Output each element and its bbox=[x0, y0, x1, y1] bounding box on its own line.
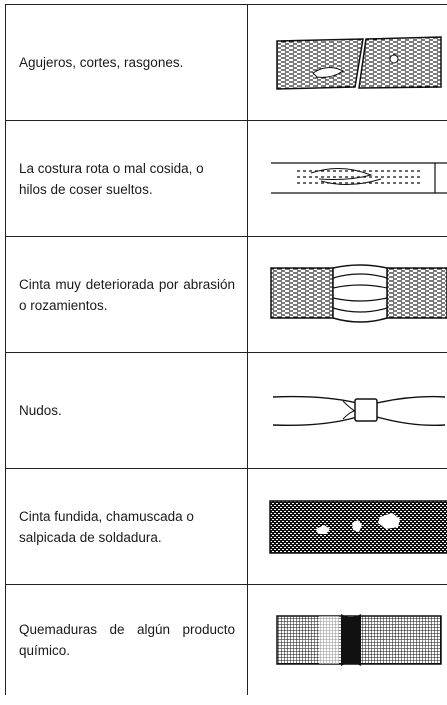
table-row bbox=[6, 469, 447, 585]
defect-description: La costura rota o mal cosida, o hilos de coser sueltos. bbox=[6, 121, 248, 237]
table-row bbox=[6, 237, 447, 353]
melted-scorched-webbing-icon bbox=[248, 469, 447, 585]
defect-description: Nudos. bbox=[6, 353, 248, 469]
defect-description: Cinta fundida, chamuscada o salpicada de soldadura. bbox=[6, 469, 248, 585]
table-row bbox=[6, 5, 447, 121]
chemical-burn-icon bbox=[248, 585, 447, 696]
abraded-webbing-icon bbox=[248, 237, 447, 353]
webbing-holes-cuts-tears-icon bbox=[248, 5, 447, 121]
knotted-webbing-icon bbox=[248, 353, 447, 469]
broken-stitching-icon bbox=[248, 121, 447, 237]
defect-description: Quemaduras de algún producto químico. bbox=[6, 585, 248, 696]
table-row bbox=[6, 353, 447, 469]
defect-description: Cinta muy deteriorada por abrasión o rozamientos. bbox=[6, 237, 248, 353]
table-row bbox=[6, 121, 447, 237]
defect-description: Agujeros, cortes, rasgones. bbox=[6, 5, 248, 121]
defects-table bbox=[5, 4, 447, 695]
table-row bbox=[6, 585, 447, 696]
